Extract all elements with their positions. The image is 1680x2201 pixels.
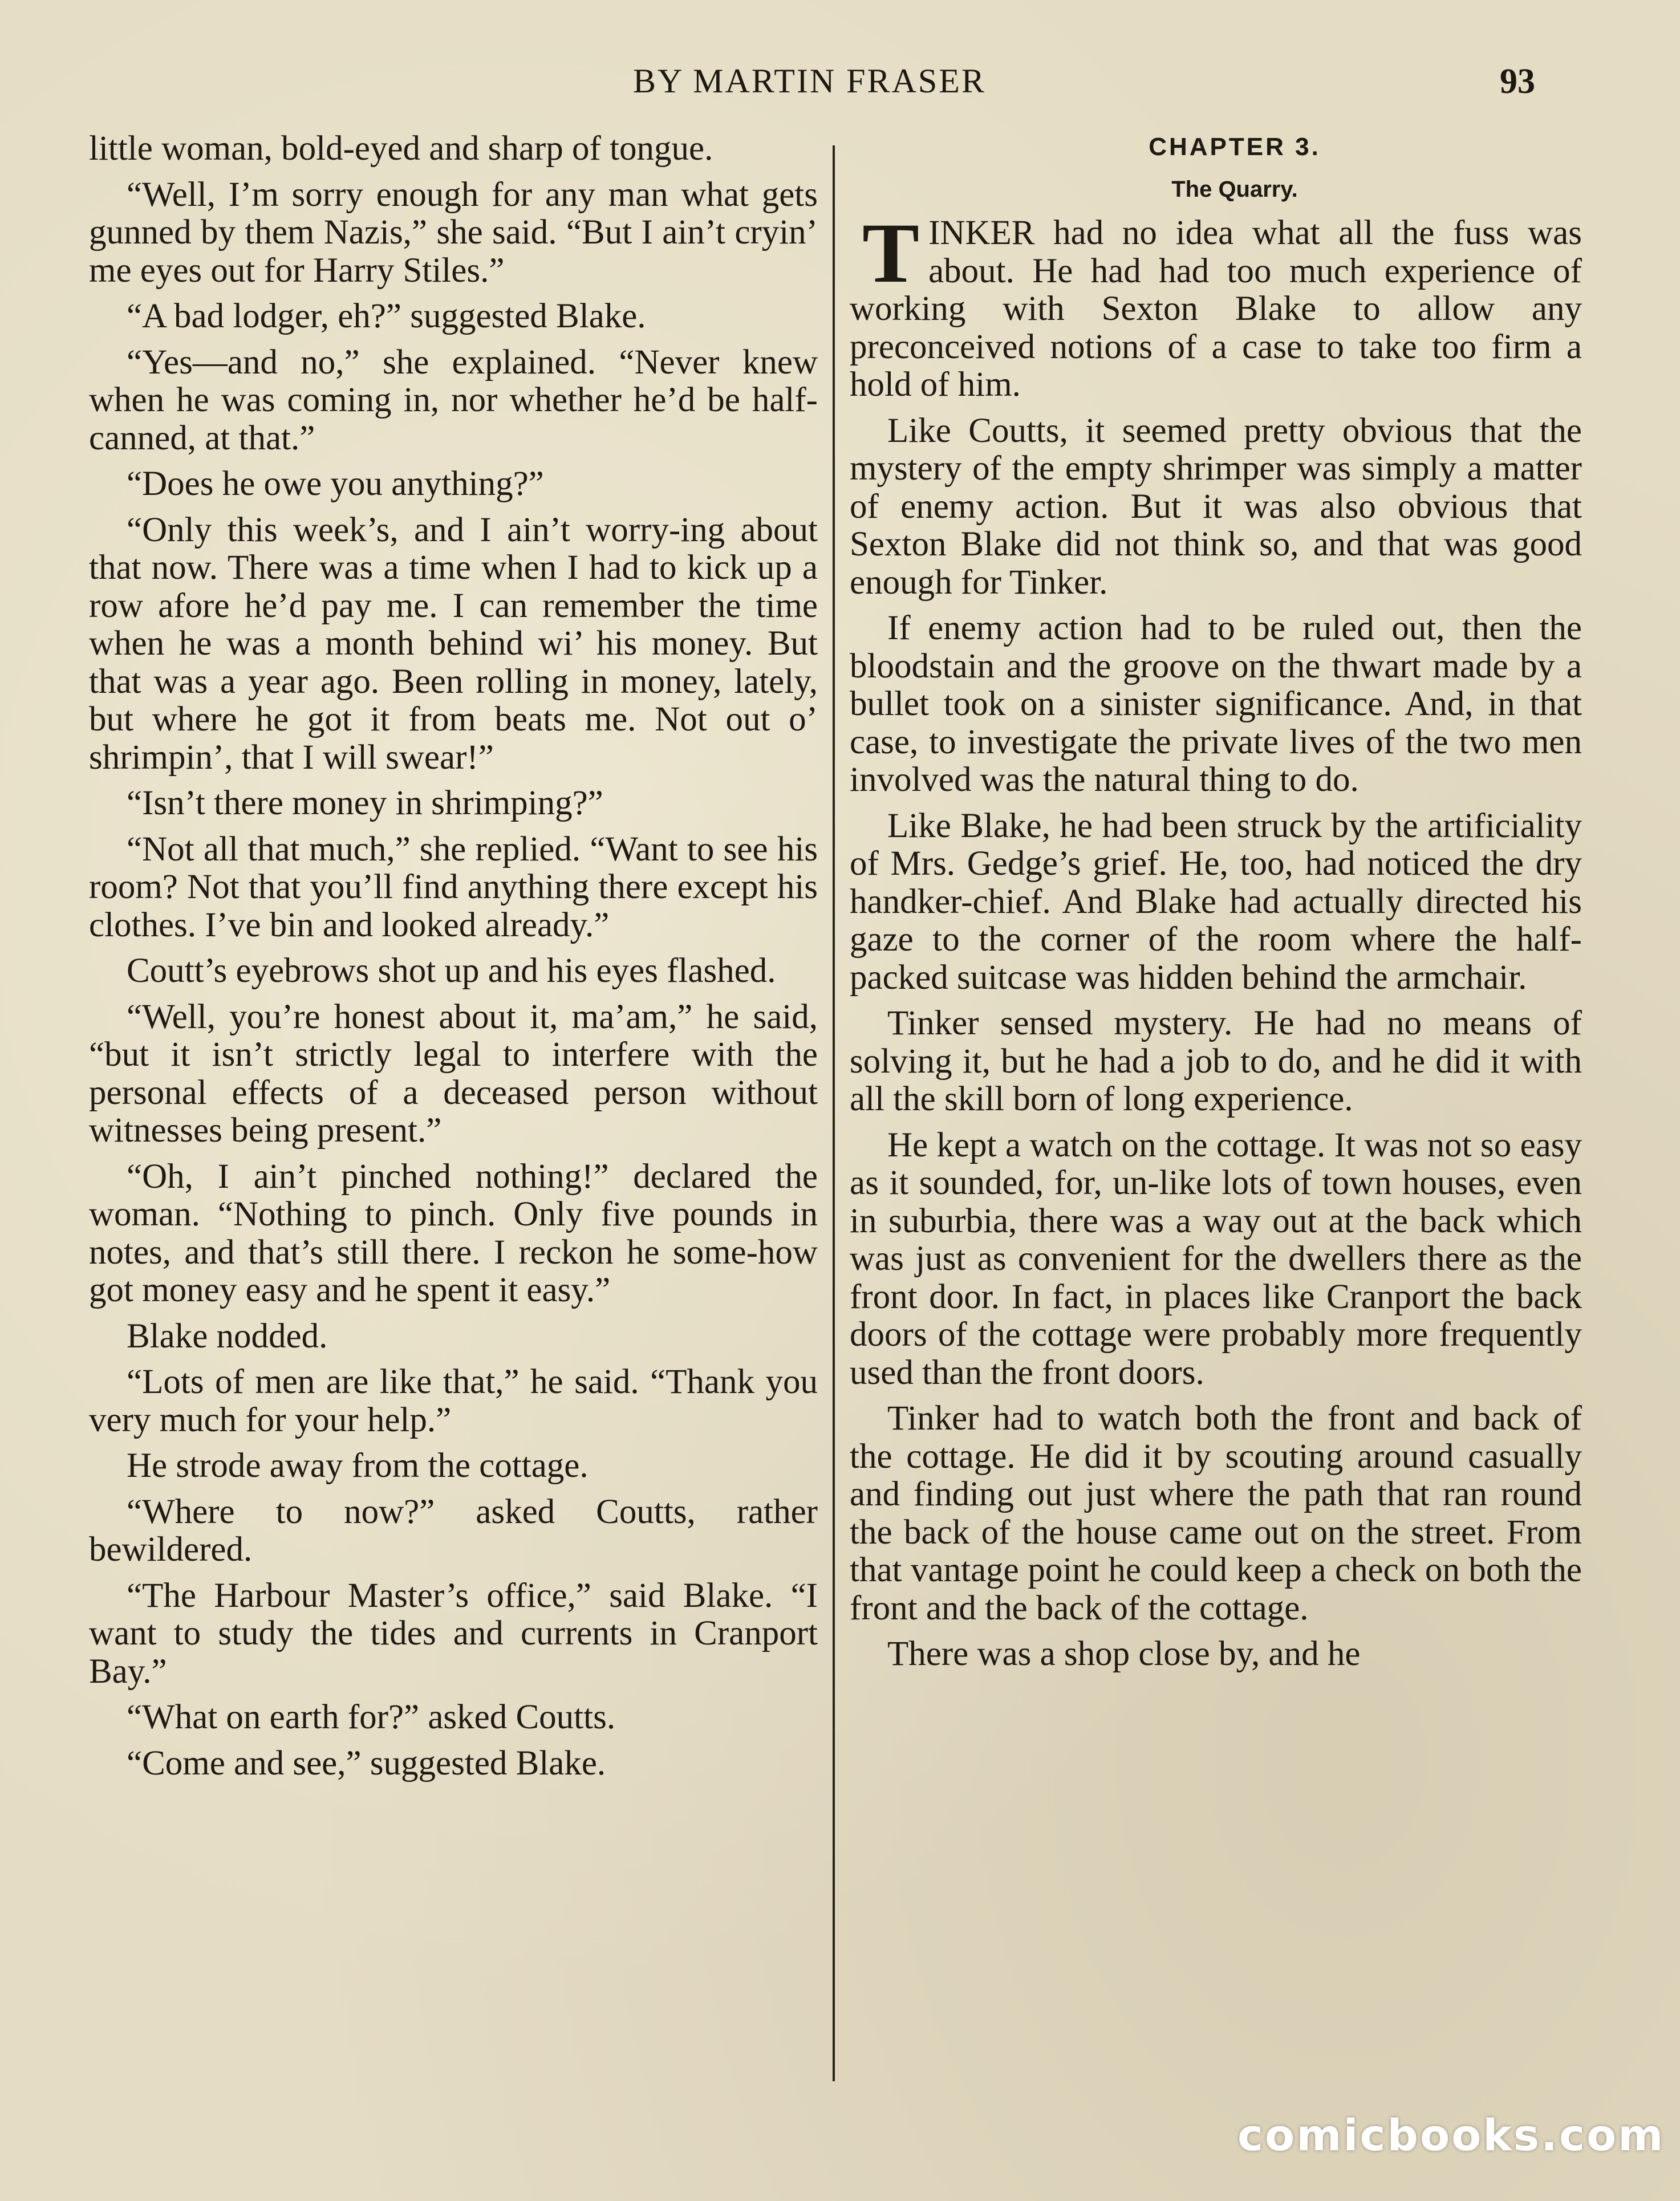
- paragraph: “Isn’t there money in shrimping?”: [127, 784, 603, 822]
- running-head: BY MARTIN FRASER: [633, 62, 986, 100]
- paragraph: “A bad lodger, eh?” suggested Blake.: [127, 297, 646, 335]
- paragraph: “Lots of men are like that,” he said. “Thank you very much for your help.”: [89, 1363, 818, 1439]
- paragraph: Tinker had to watch both the front and back of the cottage. He did it by scouting around casually and finding out just where the path that ran round the back of the house came out on the street. From that vantage point he could keep a check on both the front and the back of the cottage.: [850, 1399, 1582, 1627]
- paragraph: “What on earth for?” asked Coutts.: [127, 1698, 616, 1736]
- paragraph: “Yes—and no,” she explained. “Never knew when he was coming in, nor whether he’d be half-canned, at that.”: [89, 343, 818, 457]
- paragraph: little woman, bold-eyed and sharp of tongue.: [89, 129, 713, 168]
- paragraph: He kept a watch on the cottage. It was not so easy as it sounded, for, un-like lots of town houses, even in suburbia, there was a way out at the back which was just as convenient for the dwellers there as the front door. In fact, in places like Cranport the back doors of the cottage were probably more frequently used than the front doors.: [850, 1126, 1582, 1392]
- watermark: comicbooks.com: [1237, 2110, 1665, 2161]
- paragraph: “The Harbour Master’s office,” said Blake. “I want to study the tides and currents in Cranport Bay.”: [89, 1576, 818, 1691]
- column-divider: [833, 145, 835, 2081]
- paragraph: Blake nodded.: [127, 1317, 328, 1355]
- paragraph: Coutt’s eyebrows shot up and his eyes flashed.: [127, 952, 776, 990]
- paragraph: “Well, you’re honest about it, ma’am,” he said, “but it isn’t strictly legal to interfere with the personal effects of a deceased person without witnesses being present.”: [89, 997, 818, 1150]
- paragraph: “Oh, I ain’t pinched nothing!” declared the woman. “Nothing to pinch. Only five pounds in notes, and that’s still there. I reckon he some-how got money easy and he spent it easy.”: [89, 1157, 818, 1309]
- paragraph: Like Coutts, it seemed pretty obvious that the mystery of the empty shrimper was simply a matter of enemy action. But it was also obvious that Sexton Blake did not think so, and that was good enough for Tinker.: [850, 411, 1582, 602]
- opening-paragraph: [850, 206, 1582, 404]
- paragraph: “Does he owe you anything?”: [127, 465, 544, 503]
- paragraph: Like Blake, he had been struck by the artificiality of Mrs. Gedge’s grief. He, too, had noticed the dry handker-chief. And Blake had actually directed his gaze to the corner of the room where the half-packed suitcase was hidden behind the armchair.: [850, 806, 1582, 997]
- page-number: 93: [1500, 62, 1535, 101]
- paragraph: “Only this week’s, and I ain’t worry-ing about that now. There was a time when I had to kick up a row afore he’d pay me. I can remember the time when he was a month behind wi’ his money. But that was a year ago. Been rolling in money, lately, but where he got it from beats me. Not out o’ shrimpin’, that I will swear!”: [89, 510, 818, 777]
- opening-paragraph-text: INKER had no idea what all the fuss was about. He had had too much experience of working with Sexton Blake to allow any preconceived notions of a case to take too firm a hold of him.: [850, 214, 1582, 404]
- paragraph: If enemy action had to be ruled out, then the bloodstain and the groove on the thwart made by a bullet took on a sinister significance. And, in that case, to investigate the private lives of the two men involved was the natural thing to do.: [850, 609, 1582, 799]
- paragraph: Tinker sensed mystery. He had no means of solving it, but he had a job to do, and he did it with all the skill born of long experience.: [850, 1004, 1582, 1118]
- paragraph: There was a shop close by, and he: [887, 1635, 1361, 1673]
- paragraph: “Where to now?” asked Coutts, rather bewildered.: [89, 1492, 818, 1569]
- right-column: [850, 130, 1582, 1682]
- paragraph: “Not all that much,” she replied. “Want to see his room? Not that you’ll find anything there except his clothes. I’ve bin and looked already.”: [89, 830, 818, 944]
- left-column: [89, 130, 818, 1790]
- chapter-heading: CHAPTER 3.: [1149, 133, 1321, 161]
- paragraph: He strode away from the cottage.: [127, 1447, 589, 1485]
- paragraph: “Come and see,” suggested Blake.: [127, 1744, 606, 1782]
- drop-cap: T: [862, 206, 920, 300]
- chapter-subtitle: The Quarry.: [1171, 177, 1298, 202]
- paragraph: “Well, I’m sorry enough for any man what gets gunned by them Nazis,” she said. “But I ain’t cryin’ me eyes out for Harry Stiles.”: [89, 175, 818, 290]
